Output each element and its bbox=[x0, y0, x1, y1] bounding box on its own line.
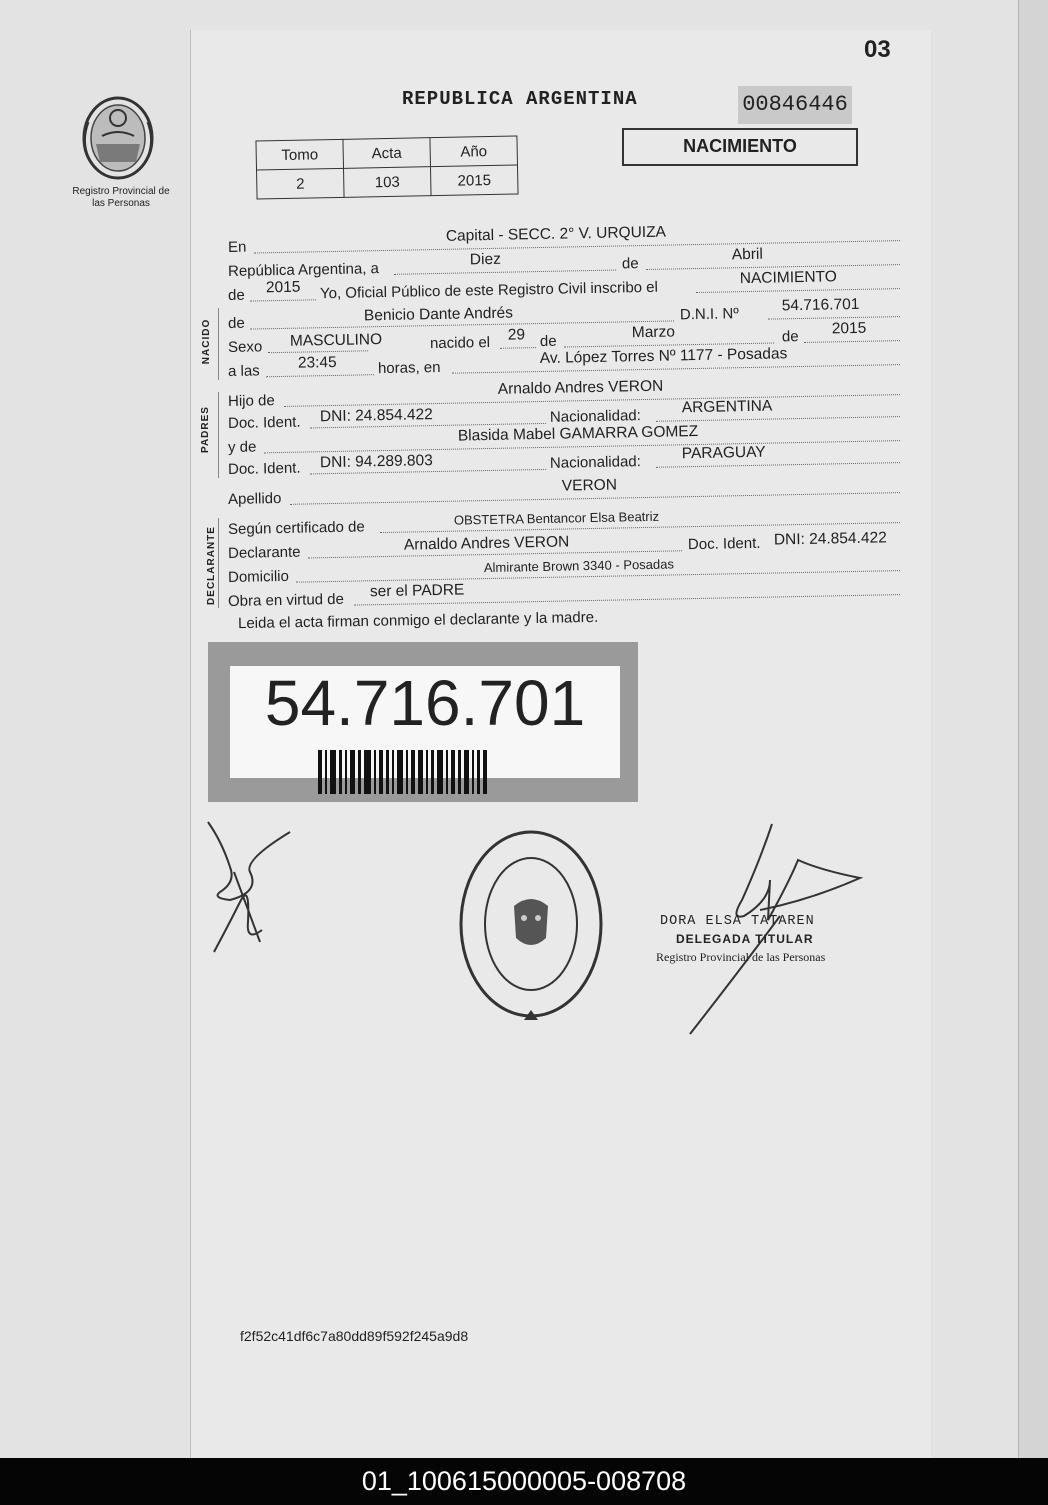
table-header: Acta bbox=[343, 138, 431, 169]
label-hijo-de: Hijo de bbox=[227, 392, 275, 410]
label-doc-ident-2: Doc. Ident. bbox=[227, 459, 301, 478]
value-birth-day: 29 bbox=[507, 326, 526, 344]
act-type-box: NACIMIENTO bbox=[622, 128, 858, 166]
label-de-mes: de bbox=[539, 332, 557, 351]
value-dni: 54.716.701 bbox=[781, 295, 860, 315]
label-nacido-el: nacido el bbox=[429, 333, 491, 353]
registry-table bbox=[255, 135, 518, 199]
label-domicilio: Domicilio bbox=[227, 567, 290, 586]
label-de-year: de bbox=[227, 286, 245, 304]
value-declarant: Arnaldo Andres VERON bbox=[403, 533, 570, 554]
value-day: Diez bbox=[469, 250, 502, 269]
label-nacionalidad: Nacionalidad: bbox=[549, 407, 642, 426]
value-address: Almirante Brown 3340 - Posadas bbox=[483, 556, 675, 576]
label-apellido: Apellido bbox=[227, 489, 282, 508]
label-dni: D.N.I. Nº bbox=[679, 305, 739, 324]
label-de-name: de bbox=[227, 314, 245, 332]
value-month: Abril bbox=[731, 245, 763, 264]
barcode bbox=[318, 750, 578, 794]
page-number: 03 bbox=[864, 36, 891, 63]
value-name: Benicio Dante Andrés bbox=[363, 304, 514, 325]
official-stamp-icon bbox=[456, 826, 606, 1026]
value-certificate: OBSTETRA Bentancor Elsa Beatriz bbox=[453, 508, 660, 528]
dni-sticker-number: 54.716.701 bbox=[264, 667, 586, 739]
province-emblem-icon bbox=[78, 92, 158, 184]
label-doc-ident-decl: Doc. Ident. bbox=[687, 534, 761, 554]
closing-statement: Leida el acta firman conmigo el declarante y la madre. bbox=[237, 608, 599, 633]
document-hash: f2f52c41df6c7a80dd89f592f245a9d8 bbox=[240, 1328, 469, 1344]
paper-edge bbox=[1018, 0, 1048, 1458]
label-de-anio: de bbox=[781, 328, 799, 346]
value-surname: VERON bbox=[561, 476, 618, 495]
side-label-padres: PADRES bbox=[199, 406, 211, 453]
dni-sticker-inner bbox=[230, 666, 620, 778]
label-a-las: a las bbox=[227, 362, 260, 380]
value-mother-doc: DNI: 94.289.803 bbox=[319, 452, 433, 472]
label-republica: República Argentina, a bbox=[227, 260, 380, 280]
label-sexo: Sexo bbox=[227, 338, 263, 356]
section-divider bbox=[218, 392, 219, 478]
official-signature-icon bbox=[650, 820, 870, 1040]
value-mother-nationality: PARAGUAY bbox=[681, 443, 766, 463]
label-en: En bbox=[227, 238, 247, 256]
value-year: 2015 bbox=[265, 278, 301, 297]
table-cell: 2015 bbox=[430, 165, 518, 196]
side-label-nacido: NACIDO bbox=[201, 318, 213, 365]
declarant-signature-icon bbox=[200, 812, 310, 962]
label-declarante: Declarante bbox=[227, 543, 301, 562]
serial-number: 00846446 bbox=[738, 86, 852, 124]
table-cell: 103 bbox=[344, 167, 432, 198]
label-de: de bbox=[621, 255, 639, 273]
label-horas-en: horas, en bbox=[377, 358, 441, 378]
value-father: Arnaldo Andres VERON bbox=[497, 377, 664, 398]
dni-sticker bbox=[208, 642, 638, 802]
label-oficial: Yo, Oficial Público de este Registro Civil inscribo el bbox=[319, 278, 659, 303]
official-role: DELEGADA TITULAR bbox=[676, 932, 814, 946]
table-header: Tomo bbox=[256, 139, 344, 170]
value-father-doc: DNI: 24.854.422 bbox=[319, 406, 433, 426]
table-header: Año bbox=[430, 136, 518, 167]
country-title: REPUBLICA ARGENTINA bbox=[402, 88, 638, 110]
footer-id: 01_100615000005-008708 bbox=[0, 1458, 1048, 1505]
value-father-nationality: ARGENTINA bbox=[681, 397, 773, 417]
label-nacionalidad-2: Nacionalidad: bbox=[549, 453, 642, 472]
label-obra-en-virtud: Obra en virtud de bbox=[227, 590, 345, 610]
value-place: Capital - SECC. 2° V. URQUIZA bbox=[445, 223, 667, 245]
value-birth-month: Marzo bbox=[631, 323, 676, 342]
label-segun-certificado: Según certificado de bbox=[227, 518, 365, 538]
value-declarant-doc: DNI: 24.854.422 bbox=[773, 529, 887, 549]
value-birth-year: 2015 bbox=[831, 319, 867, 338]
official-registry: Registro Provincial de las Personas bbox=[656, 950, 826, 964]
side-label-declarante: DECLARANTE bbox=[205, 526, 217, 605]
value-reason: ser el PADRE bbox=[369, 581, 465, 601]
label-doc-ident: Doc. Ident. bbox=[227, 413, 301, 432]
label-y-de: y de bbox=[227, 438, 257, 456]
official-name: DORA ELSA TATAREN bbox=[660, 914, 815, 929]
table-cell: 2 bbox=[257, 168, 345, 199]
value-mother: Blasida Mabel GAMARRA GOMEZ bbox=[457, 422, 699, 445]
value-act: NACIMIENTO bbox=[739, 268, 837, 288]
registry-name: Registro Provincial de las Personas bbox=[72, 186, 170, 209]
section-divider bbox=[218, 308, 219, 380]
value-birth-time: 23:45 bbox=[297, 353, 337, 372]
value-sex: MASCULINO bbox=[289, 331, 383, 350]
value-birth-place: Av. López Torres Nº 1177 - Posadas bbox=[539, 345, 788, 368]
section-divider bbox=[218, 518, 219, 608]
